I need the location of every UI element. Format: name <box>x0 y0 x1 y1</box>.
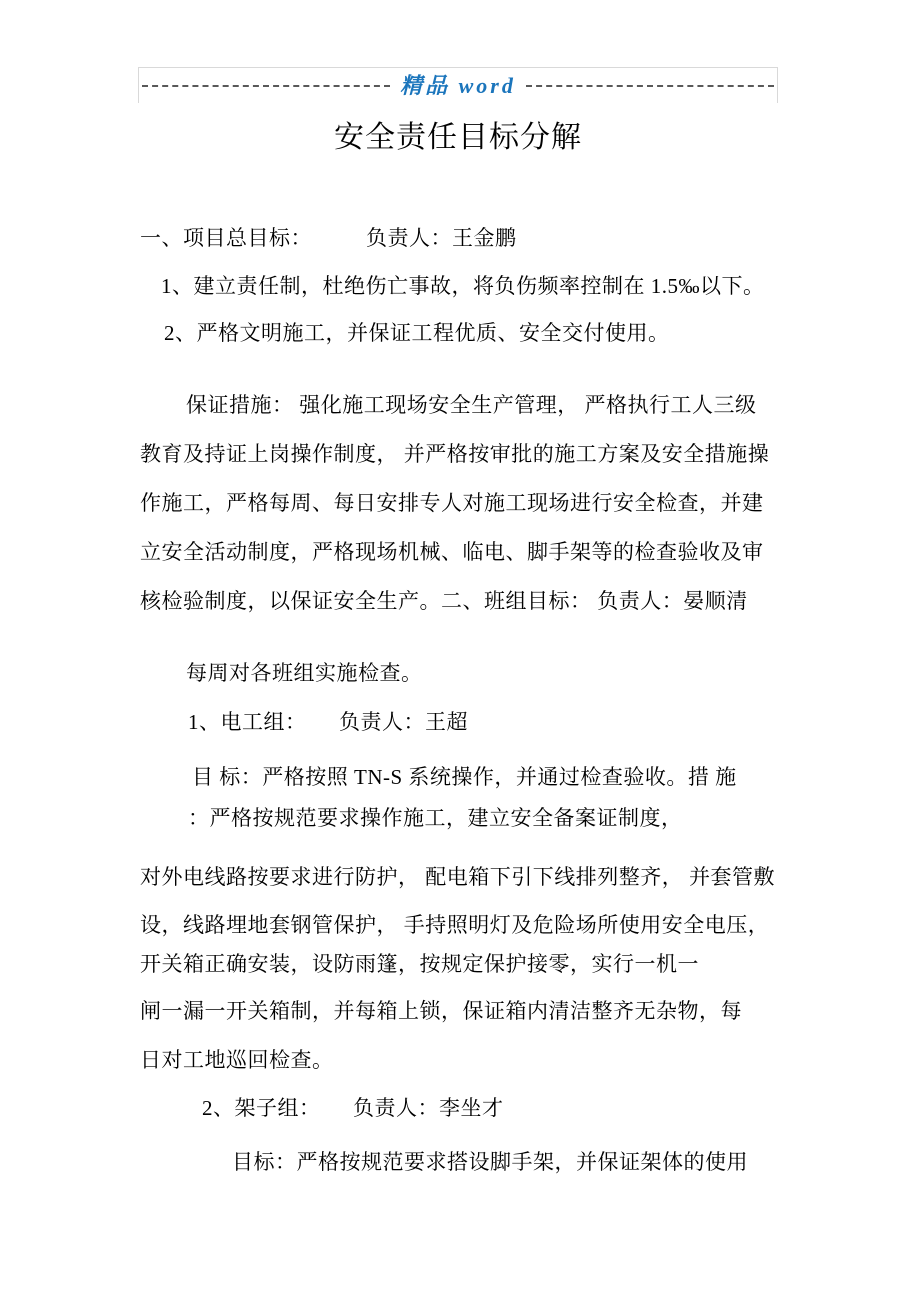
doc-line: 开关箱正确安装，设防雨篷，按规定保护接零，实行一机一 <box>140 952 699 976</box>
doc-line: 保证措施： 强化施工现场安全生产管理， 严格执行工人三级 <box>186 393 757 417</box>
doc-line: 目 标：严格按照 TN-S 系统操作，并通过检查验收。措 施 <box>192 765 737 789</box>
doc-line: 1、建立责任制，杜绝伤亡事故，将负伤频率控制在 1.5‰以下。 <box>161 274 765 298</box>
doc-line: 日对工地巡回检查。 <box>140 1048 334 1072</box>
header-banner <box>138 67 778 103</box>
doc-line: 设，线路埋地套钢管保护， 手持照明灯及危险场所使用安全电压， <box>140 913 770 937</box>
brand-watermark-text: 精品 word <box>400 72 516 98</box>
doc-line: 对外电线路按要求进行防护， 配电箱下引下线排列整齐， 并套管敷 <box>140 865 775 889</box>
doc-line: ：严格按规范要求操作施工，建立安全备案证制度， <box>188 806 683 830</box>
doc-line: 2、严格文明施工，并保证工程优质、安全交付使用。 <box>164 321 670 345</box>
doc-line: 1、电工组： 负责人：王超 <box>188 710 468 734</box>
doc-line: 核检验制度，以保证安全生产。二、班组目标： 负责人：晏顺清 <box>140 589 748 613</box>
doc-line: 闸一漏一开关箱制，并每箱上锁，保证箱内清洁整齐无杂物，每 <box>140 999 742 1023</box>
dashed-rule-right <box>526 85 774 87</box>
dashed-rule-left <box>142 85 390 87</box>
doc-line: 每周对各班组实施检查。 <box>186 661 423 685</box>
doc-line: 目标：严格按规范要求搭设脚手架，并保证架体的使用 <box>232 1150 748 1174</box>
doc-line: 立安全活动制度，严格现场机械、临电、脚手架等的检查验收及审 <box>140 540 764 564</box>
doc-line: 作施工，严格每周、每日安排专人对施工现场进行安全检查，并建 <box>140 491 764 515</box>
doc-line: 一、项目总目标： 负责人：王金鹏 <box>140 226 517 250</box>
doc-line: 教育及持证上岗操作制度， 并严格按审批的施工方案及安全措施操 <box>140 442 770 466</box>
page-title: 安全责任目标分解 <box>334 121 582 154</box>
doc-line: 2、架子组： 负责人：李坐才 <box>202 1096 504 1120</box>
